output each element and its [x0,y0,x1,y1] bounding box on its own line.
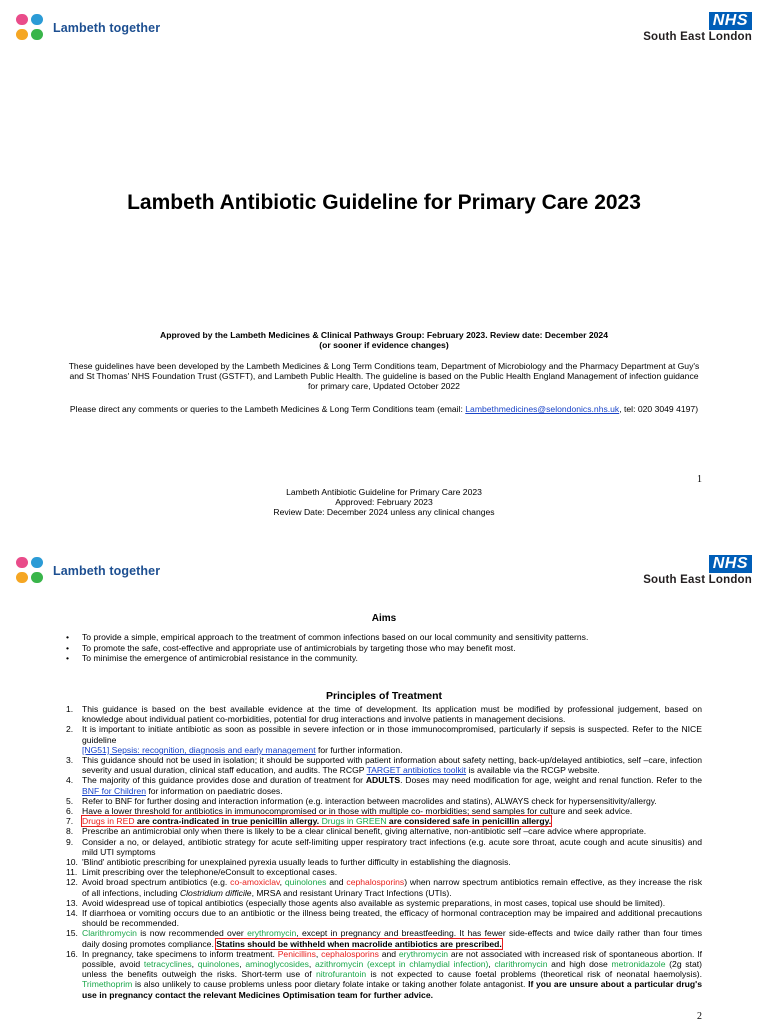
aims-heading: Aims [371,613,397,624]
list-item: 7. Drugs in RED are contra-indicated in true penicillin allergy. Drugs in GREEN are considered safe in penicillin allergy. [66,816,552,827]
list-item: • To provide a simple, empirical approach to the treatment of common infections based on our local community and sensitivity patterns. [66,632,588,643]
principles-heading: Principles of Treatment [325,690,443,702]
lambeth-together-logo [16,557,160,584]
list-item: 1. This guidance is based on the best available evidence at the time of development. Its application must be modified by professional judgement, based on knowledge about individual patient co-morbidities, potential for drug interactions and involve patients in management decisions. [66,704,702,725]
target-toolkit-link[interactable]: TARGET antibiotics toolkit [366,765,467,776]
contact-email-link[interactable]: Lambethmedicines@selondonics.nhs.uk [465,404,620,414]
logo-text: Lambeth together [53,20,161,35]
contact-text: Please direct any comments or queries to the Lambeth Medicines & Long Term Conditions team (email: [69,404,466,414]
principles-list [66,704,702,1000]
lambeth-together-logo [16,14,160,41]
approval-line-2: (or sooner if evidence changes) [319,340,449,350]
logo-text: Lambeth together [53,563,161,578]
approval-line-1: Approved by the Lambeth Medicines & Clinical Pathways Group: February 2023. Review date: December 2024 [160,330,608,340]
page-2 [0,543,768,1024]
page-number: 2 [697,1011,702,1022]
nhs-region: South East London [643,574,752,586]
page-footer [0,487,768,517]
aims-list [66,632,588,664]
nhs-badge: NHS [709,12,752,30]
contact-paragraph [64,404,704,414]
document-title: Lambeth Antibiotic Guideline for Primary Care 2023 [127,191,641,214]
list-item: 14. If diarrhoea or vomiting occurs due to an antibiotic or the illness being treated, the efficacy of hormonal contraception may be impaired and additional precautions should be recommended. [66,908,702,929]
footer-approved: Approved: February 2023 [335,497,433,507]
list-item: 6. Have a lower threshold for antibiotics in immunocompromised or in those with multiple co- morbidities; send samples for culture and seek advice. [66,806,633,817]
statins-warning-box: Statins should be withheld when macrolide antibiotics are prescribed. [216,938,502,949]
list-item: 16. In pregnancy, take specimens to inform treatment. Penicillins, cephalosporins and erythromycin are not associated with increased risk of spontaneous abortion. If possible, avoid tetracyclines, quinolones, aminoglycosides, azithromycin (except in chlamydial infection), clarithromycin and high dose metronidazole (2g stat) unless the benefits outweigh the risks. Short-term use of nitrofurantoin is not expected to cause foetal problems (theoretical risk of neonatal haemolysis). Trimethoprim is also unlikely to cause problems unless poor dietary folate intake or taking another folate antagonist. If you are unsure about a particular drug's use in pregnancy contact the relevant Medicines Optimisation team for further advice. [66,948,703,1000]
footer-review: Review Date: December 2024 unless any clinical changes [273,507,495,517]
lambeth-logo-mark-icon [16,14,45,41]
list-item: 2. It is important to initiate antibiotic as soon as possible in severe infection or in those immunocompromised, particularly if sepsis is suspected. Refer to the NICE guideline [NG51] Sepsis: recognition, diagnosis and early management for further information. [66,724,702,755]
allergy-key-box: Drugs in RED are contra-indicated in true penicillin allergy. Drugs in GREEN are considered safe in penicillin allergy. [82,816,552,827]
list-item: 13. Avoid widespread use of topical antibiotics (especially those agents also available as systemic preparations, in most cases, topical use should be limited). [66,897,666,908]
list-item: 12. Avoid broad spectrum antibiotics (e.g. co-amoxiclav, quinolones and cephalosporins) when narrow spectrum antibiotics remain effective, as they increase the risk of all infections, including Clostridium difficile, MRSA and resistant Urinary Tract Infections (UTIs). [66,877,702,898]
footer-title: Lambeth Antibiotic Guideline for Primary Care 2023 [286,487,482,497]
list-item: 9. Consider a no, or delayed, antibiotic strategy for acute self-limiting upper respiratory tract infections (e.g. acute sore throat, acute cough and acute sinusitis) and mild UTI symptoms [66,836,702,857]
lambeth-logo-mark-icon [16,557,45,584]
list-item: • To promote the safe, cost-effective and appropriate use of antimicrobials by targeting those who may benefit most. [66,643,588,654]
development-paragraph: These guidelines have been developed by the Lambeth Medicines & Long Term Conditions team, Department of Microbiology and the Pharmacy Department at Guy's and St Thomas' NHS Foundation Trust (GSTFT), and Lambeth Public Health. The guideline is based on the Public Health England Management of infection guidance for primary care, Updated October 2022 [68,361,700,391]
list-item: 3. This guidance should not be used in isolation; it should be supported with patient information about safety netting, back-up/delayed antibiotics, self –care, infection severity and usual duration, clinical staff education, and audits. The RCGP TARGET antibiotics toolkit is available via the RCGP website. [66,755,702,776]
ng51-sepsis-link[interactable]: [NG51] Sepsis: recognition, diagnosis and early management [82,744,316,755]
list-item: 11. Limit prescribing over the telephone/eConsult to exceptional cases. [66,867,338,878]
nhs-logo [643,12,752,43]
nhs-region: South East London [643,31,752,43]
list-item: 8. Prescribe an antimicrobial only when there is likely to be a clear clinical benefit, giving alternative, non-antibiotic self –care advice where appropriate. [66,826,647,837]
list-item: 10. 'Blind' antibiotic prescribing for unexplained pyrexia usually leads to further difficulty in establishing the diagnosis. [66,857,511,868]
list-item: • To minimise the emergence of antimicrobial resistance in the community. [66,653,588,664]
nhs-badge: NHS [709,555,752,573]
list-item: 15. Clarithromycin is now recommended over erythromycin, except in pregnancy and breastfeeding. It has fewer side-effects and twice daily rather than four times daily dosing promotes compliance. Statins should be withheld when macrolide antibiotics are prescribed. [66,928,703,949]
approval-statement [0,330,768,350]
list-item: 5. Refer to BNF for further dosing and interaction information (e.g. interaction between macrolides and statins), ALWAYS check for hypersensitivity/allergy. [66,795,657,806]
bnf-children-link[interactable]: BNF for Children [82,785,146,796]
nhs-logo [643,555,752,586]
list-item: 4. The majority of this guidance provides dose and duration of treatment for ADULTS. Doses may need modification for age, weight and renal function. Refer to the BNF for Children for information on paediatric doses. [66,775,702,796]
contact-phone: , tel: 020 3049 4197) [619,404,699,414]
page-number: 1 [697,474,702,485]
